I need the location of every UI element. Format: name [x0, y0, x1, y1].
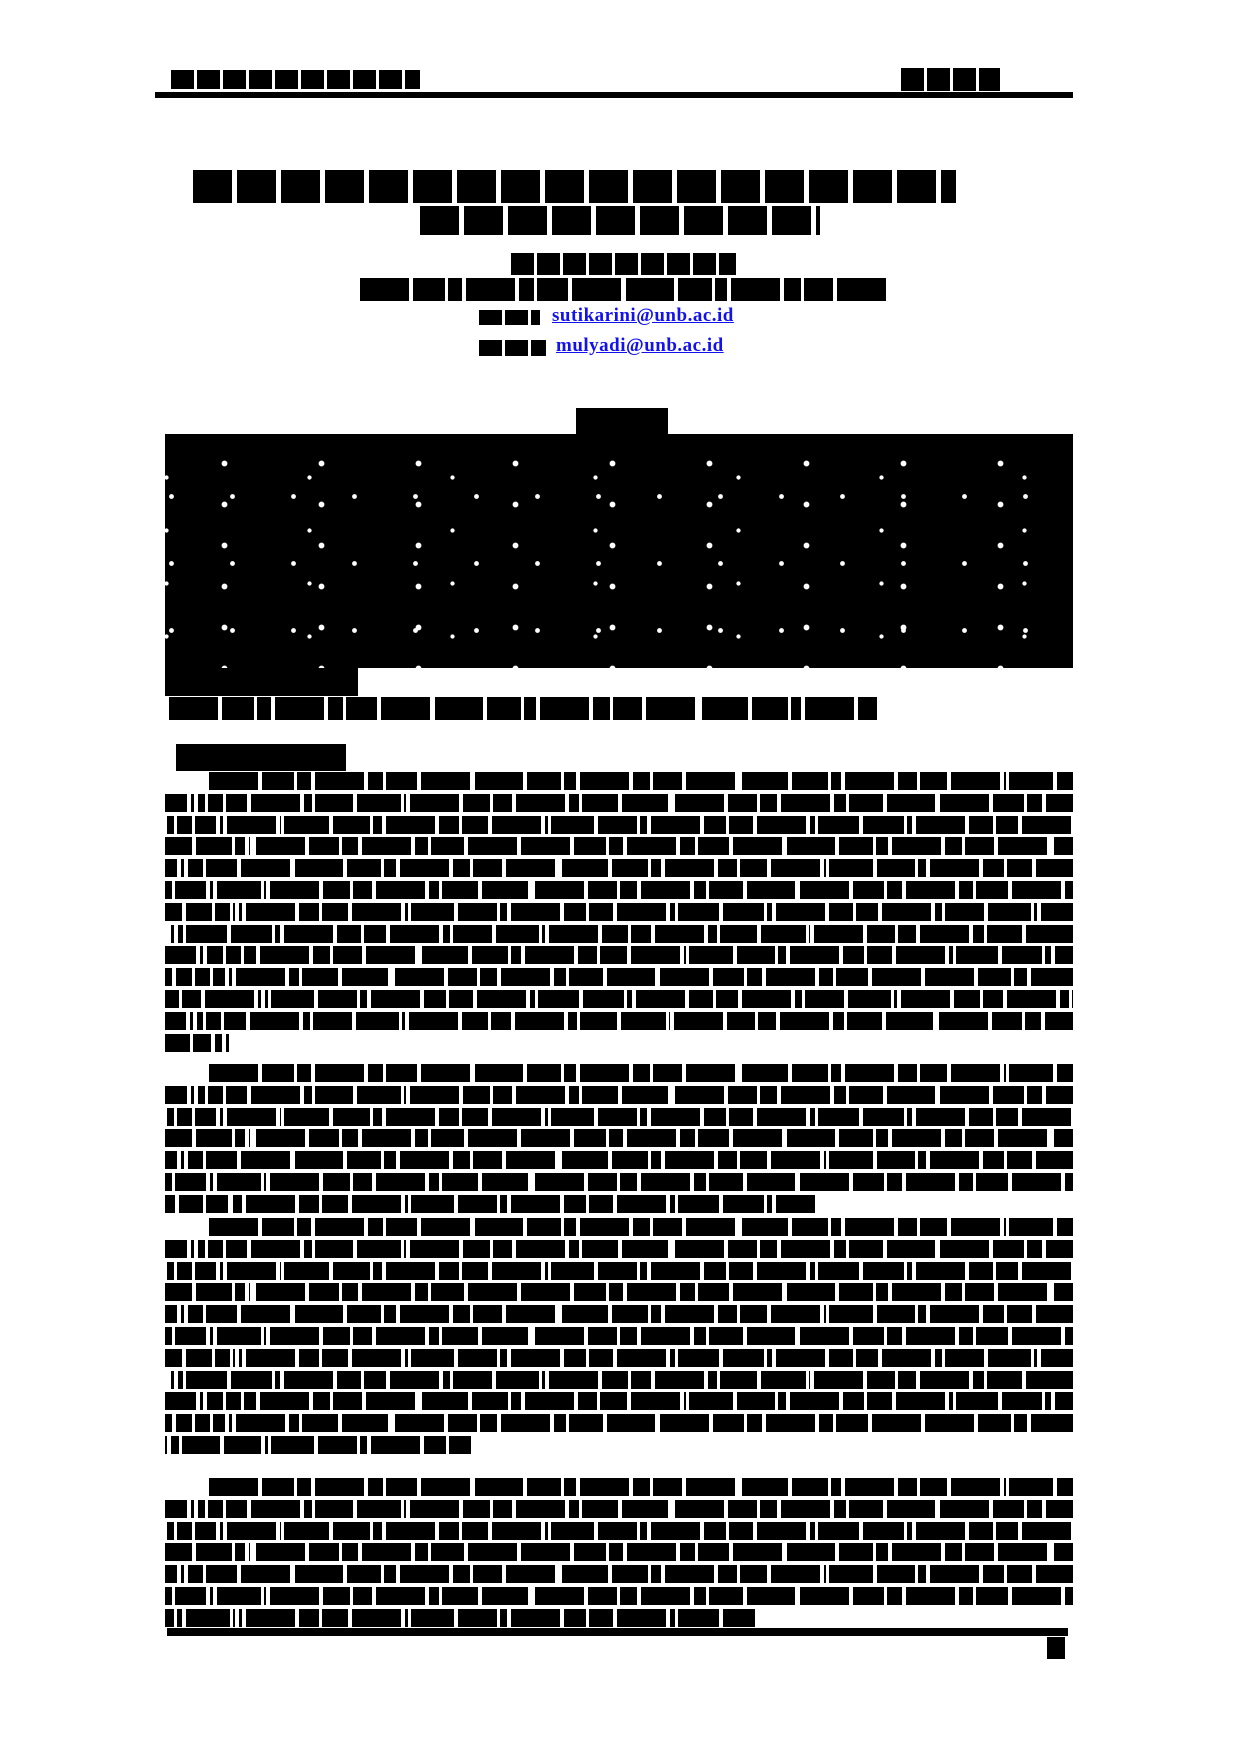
- body-paragraph-1-line-9: [165, 946, 1073, 964]
- body-paragraph-3-line-2: [165, 1240, 1073, 1258]
- body-paragraph-2-line-5: [165, 1151, 1073, 1169]
- authors-blob: [508, 253, 736, 275]
- body-paragraph-2-line-7: [165, 1195, 815, 1213]
- body-paragraph-1-line-5: [165, 859, 1073, 877]
- email-link-2[interactable]: mulyadi@unb.ac.id: [556, 335, 724, 356]
- email-1-prefix-blob: [476, 310, 540, 325]
- body-paragraph-4-line-2: [165, 1500, 1073, 1518]
- body-paragraph-1-line-12: [165, 1012, 1073, 1030]
- body-paragraph-1-line-6: [165, 881, 1073, 899]
- body-paragraph-3-line-10: [165, 1414, 1073, 1432]
- body-paragraph-1-line-10: [165, 968, 1073, 986]
- email-2-prefix-blob: [476, 340, 546, 356]
- body-paragraph-2-line-4: [165, 1129, 1073, 1147]
- body-paragraph-1-line-8: [165, 925, 1073, 943]
- footer-rule: [167, 1628, 1068, 1636]
- page-number-mark: [1047, 1637, 1065, 1659]
- abstract-last-line: [165, 668, 358, 696]
- body-paragraph-2-line-3: [165, 1108, 1073, 1126]
- body-paragraph-3-line-8: [165, 1371, 1073, 1389]
- body-paragraph-4-line-5: [165, 1565, 1073, 1583]
- body-paragraph-4-line-7: [165, 1609, 755, 1627]
- title-line-1-blob: [188, 170, 956, 203]
- email-row-1: [552, 305, 734, 327]
- email-row-2: [556, 335, 724, 357]
- abstract-slab: [165, 434, 1073, 668]
- body-paragraph-4-line-6: [165, 1587, 1073, 1605]
- body-paragraph-3-line-9: [165, 1392, 1073, 1410]
- body-paragraph-3-line-11: [165, 1436, 471, 1454]
- body-paragraph-1-line-13: [165, 1034, 229, 1052]
- email-link-1[interactable]: sutikarini@unb.ac.id: [552, 305, 734, 326]
- title-line-2-blob: [415, 206, 820, 235]
- body-paragraph-1-line-2: [165, 794, 1073, 812]
- header-rule: [155, 92, 1073, 98]
- body-paragraph-1-line-7: [165, 903, 1073, 921]
- affiliation-blob: [356, 278, 889, 301]
- keywords-line-blob: [165, 697, 877, 720]
- body-paragraph-1-line-1: [205, 772, 1073, 790]
- journal-name-blob: [168, 70, 420, 89]
- body-paragraph-3-line-5: [165, 1305, 1073, 1323]
- body-paragraph-4-line-3: [165, 1522, 1073, 1540]
- body-paragraph-4-line-4: [165, 1543, 1073, 1561]
- body-paragraph-2-line-6: [165, 1173, 1073, 1191]
- body-paragraph-3-line-6: [165, 1327, 1073, 1345]
- body-paragraph-4-line-1: [205, 1478, 1073, 1496]
- issue-info-blob: [898, 68, 1000, 91]
- body-paragraph-2-line-2: [165, 1086, 1073, 1104]
- section-heading-blob: [176, 744, 346, 771]
- body-paragraph-1-line-4: [165, 837, 1073, 855]
- abstract-heading-blob: [576, 408, 668, 434]
- body-paragraph-3-line-4: [165, 1283, 1073, 1301]
- body-paragraph-3-line-3: [165, 1262, 1073, 1280]
- body-paragraph-3-line-7: [165, 1349, 1073, 1367]
- body-paragraph-1-line-3: [165, 816, 1073, 834]
- body-paragraph-2-line-1: [205, 1064, 1073, 1082]
- body-paragraph-1-line-11: [165, 990, 1073, 1008]
- body-paragraph-3-line-1: [205, 1218, 1073, 1236]
